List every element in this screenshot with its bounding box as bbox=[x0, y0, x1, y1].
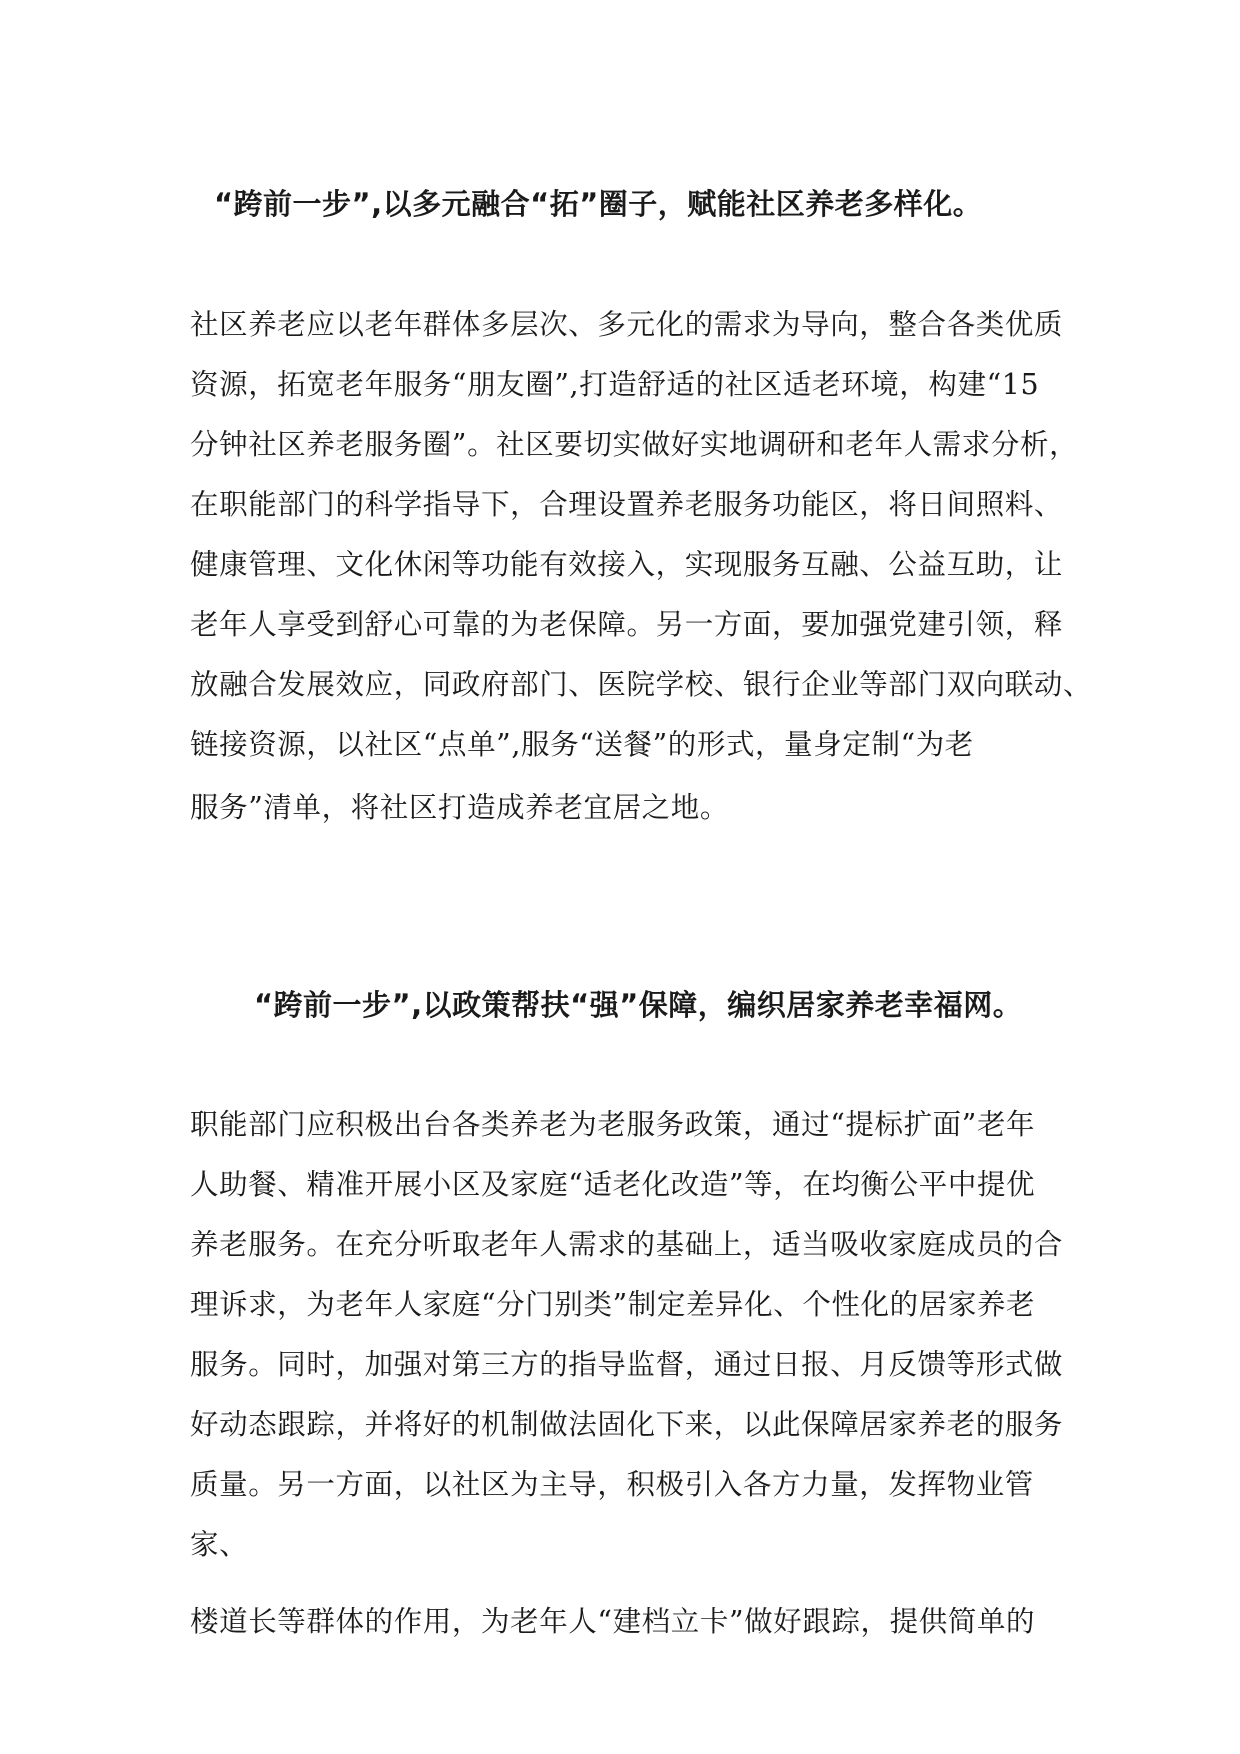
section-1-line: 在职能部门的科学指导下，合理设置养老服务功能区，将日间照料、 bbox=[190, 488, 1064, 521]
section-1-line: 资源，拓宽老年服务“朋友圈”,打造舒适的社区适老环境，构建“15 bbox=[190, 368, 1040, 401]
section-1-line: 放融合发展效应，同政府部门、医院学校、银行企业等部门双向联动、 bbox=[190, 668, 1093, 701]
section-2-line: 理诉求，为老年人家庭“分门别类”制定差异化、个性化的居家养老 bbox=[190, 1288, 1036, 1321]
section-2-line: 楼道长等群体的作用，为老年人“建档立卡”做好跟踪，提供简单的 bbox=[190, 1605, 1036, 1638]
section-2-line: 好动态跟踪，并将好的机制做法固化下来，以此保障居家养老的服务 bbox=[190, 1408, 1064, 1441]
section-2-line: 人助餐、精准开展小区及家庭“适老化改造”等，在均衡公平中提优 bbox=[190, 1168, 1036, 1201]
section-2-line: 职能部门应积极出台各类养老为老服务政策，通过“提标扩面”老年 bbox=[190, 1108, 1036, 1141]
section-1-line: 社区养老应以老年群体多层次、多元化的需求为导向，整合各类优质 bbox=[190, 308, 1064, 341]
section-1-line: 健康管理、文化休闲等功能有效接入，实现服务互融、公益互助，让 bbox=[190, 548, 1064, 581]
section-2-heading: “跨前一步”,以政策帮扶“强”保障，编织居家养老幸福网。 bbox=[254, 988, 1023, 1022]
section-1-line: 分钟社区养老服务圈”。社区要切实做好实地调研和老年人需求分析， bbox=[190, 428, 1079, 461]
section-1-line: 老年人享受到舒心可靠的为老保障。另一方面，要加强党建引领，释 bbox=[190, 608, 1064, 641]
section-1-line: 链接资源，以社区“点单”,服务“送餐”的形式，量身定制“为老 bbox=[190, 728, 974, 761]
section-2-line: 质量。另一方面，以社区为主导，积极引入各方力量，发挥物业管 bbox=[190, 1468, 1034, 1501]
section-1-line: 服务”清单，将社区打造成养老宜居之地。 bbox=[190, 791, 729, 824]
section-2-line: 服务。同时，加强对第三方的指导监督，通过日报、月反馈等形式做 bbox=[190, 1348, 1064, 1381]
section-2-line: 养老服务。在充分听取老年人需求的基础上，适当吸收家庭成员的合 bbox=[190, 1228, 1064, 1261]
section-1-heading: “跨前一步”,以多元融合“拓”圈子，赋能社区养老多样化。 bbox=[214, 187, 983, 221]
section-2-line: 家、 bbox=[190, 1528, 249, 1561]
